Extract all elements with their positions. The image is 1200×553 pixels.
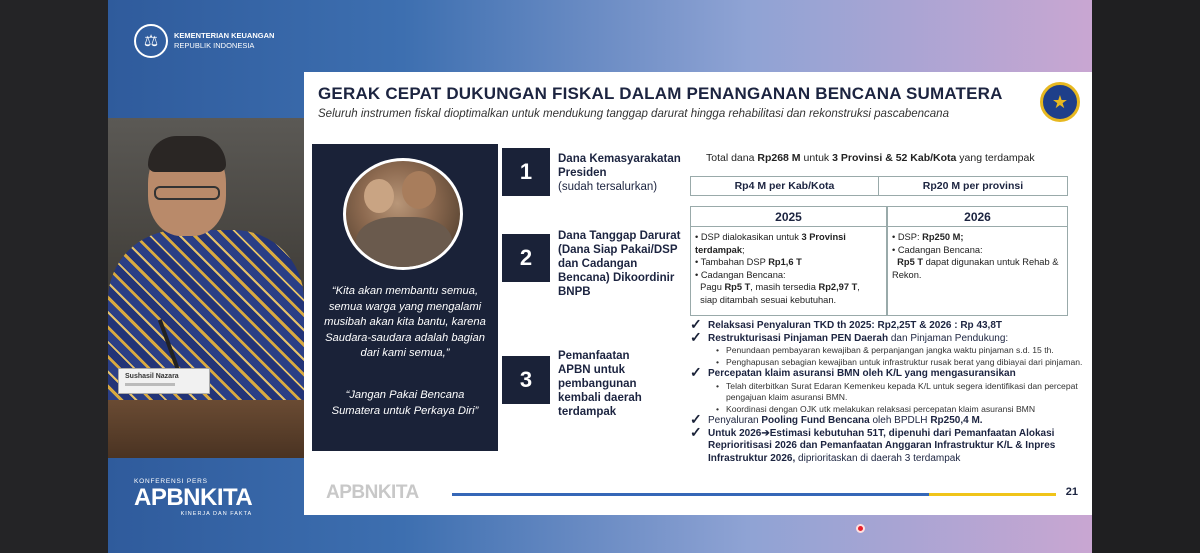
presentation-slide [304,72,1092,515]
check-5a: Untuk 2026 [708,427,762,439]
y25-l4c: , masih tersedia [750,282,819,293]
total-prefix: Total dana [706,152,758,164]
check-3-text: Percepatan klaim asuransi BMN oleh K/L yang mengasuransikan [708,368,1016,380]
y26-l1a: DSP: [897,232,923,242]
year-2025-body: • DSP dialokasikan untuk 3 Provinsi terdampak; • Tambahan DSP Rp1,6 T • Cadangan Bencana: Pagu Rp5 T, masih tersedia Rp2,97 T, siap ditambah sesuai kebutuhan. [695,232,860,305]
event-tagline: KINERJA DAN FAKTA [180,511,253,517]
check-item-5 [690,423,1090,466]
y26-l3b: dapat digunakan untuk Rehab & Rekon. [892,257,1059,280]
check-5c: diprioritaskan di daerah 3 terdampak [795,453,961,465]
y25-l1c: ; [742,244,745,255]
kemenkeu-text [174,31,274,51]
check-5b: Estimasi kebutuhan 51T, dipenuhi dari Pemanfaatan Alokasi Reprioritisasi 2026 dan Pemanfaatan Anggaran Infrastruktur K/L & Inpres Infrastruktur 2026, [708,427,1056,465]
checkmark-icon: ✓ [690,411,702,428]
check-1-text: Relaksasi Penyaluran TKD th 2025: Rp2,25T & 2026 : Rp 43,8T [708,320,1003,331]
slide-page-number: 21 [1065,486,1078,498]
total-suffix: yang terdampak [956,152,1035,164]
rate-kab: Rp4 M per Kab/Kota [691,177,879,196]
slide-title: GERAK CEPAT DUKUNGAN FISKAL DALAM PENANGANAN BENCANA SUMATERA [318,84,1003,103]
rate-table [690,176,1068,196]
nameplate-subline [125,383,175,386]
quote-main: “Kita akan membantu semua, semua warga yang mengalami musibah akan kita bantu, karena Saudara-saudara adalah bagian dari kami semua,” [324,285,486,360]
check-2-bold: Restrukturisasi Pinjaman PEN Daerah [708,332,889,344]
y25-l4e: , [857,282,860,293]
y25-l1a: DSP dialokasikan untuk [700,232,802,242]
org-country: REPUBLIK INDONESIA [174,41,255,50]
total-scope: 3 Provinsi & 52 Kab/Kota [832,152,957,164]
y25-l4d: Rp2,97 T [818,282,858,293]
rate-prov: Rp20 M per provinsi [878,177,1067,196]
event-logo [134,478,252,517]
checkmark-icon: ✓ [690,364,702,381]
check-3-sub-1: • Telah diterbitkan Surat Edaran Kemenkeu kepada K/L untuk segera identifikasi dan percepat pengajuan klaim asuransi BMN. [690,381,1090,404]
checkmark-icon: ✓ [690,328,702,345]
check-item-2 [690,328,1090,346]
year-2025-heading: 2025 [691,207,886,227]
kemenkeu-emblem-icon: ⚖ [134,24,168,58]
y25-l1b: 3 Provinsi terdampak [695,232,846,255]
item-1-title: Dana Kemasyarakatan Presiden [558,153,681,179]
check-item-3 [690,364,1090,381]
year-2026-body: • DSP: Rp250 M; • Cadangan Bencana: Rp5 T dapat digunakan untuk Rehab & Rekon. [892,232,1059,280]
speaker-desk [108,400,304,458]
total-amount: Rp268 M [757,152,801,164]
item-label-1 [558,152,688,194]
year-2025-box [690,206,887,316]
kemenkeu-crest-icon: ★ [1040,82,1080,122]
frame-left [0,0,108,553]
check-2-sub-2: • Penghapusan sebagian kewajiban untuk infrastruktur rusak berat yang dibiayai dari pinjaman. [690,357,1090,369]
event-label: KONFERENSI PERS [134,478,208,485]
speaker-video [108,118,304,458]
item-number-3: 3 [502,356,550,404]
nameplate [118,368,210,394]
check-2-sub-1: • Penundaan pembayaran kewajiban & perpanjangan jangka waktu pinjaman s.d. 15 th. [690,345,1090,357]
y26-l1b: Rp250 M; [922,232,964,242]
check-4c: oleh BPDLH [869,415,931,427]
item-label-3: Pemanfaatan APBN untuk pembangunan kembali daerah terdampak [558,350,642,418]
speaker-glasses [154,186,220,200]
checkmark-icon: ✓ [690,316,702,332]
year-2026-box [887,206,1068,316]
item-1-sub: (sudah tersalurkan) [558,181,658,193]
checkmark-icon: ✓ [690,423,702,440]
org-name: KEMENTERIAN KEUANGAN [174,31,275,40]
policy-checklist [690,316,1090,466]
check-2-text: dan Pinjaman Pendukung: [888,332,1009,344]
footer-bar [452,493,1056,496]
y25-l4a: Pagu [700,282,725,293]
speaker-hair [148,136,226,172]
quote-secondary: “Jangan Pakai Bencana Sumatera untuk Perkaya Diri” [331,389,479,417]
frame-right [1092,0,1200,553]
quote-panel [312,144,498,451]
president-photo [343,158,463,270]
arrow-right-icon: ➔ [761,427,770,439]
check-item-4 [690,411,1090,428]
check-4a: Penyaluran [708,415,762,427]
nameplate-name: Sushasil Nazara [125,373,179,380]
slide-footer-brand: APBNKITA [326,482,419,503]
check-item-1 [690,316,1090,333]
y25-l3: Cadangan Bencana: [700,269,786,280]
item-number-2: 2 [502,234,550,282]
event-brand: APBNKITA [134,484,253,511]
y26-l2: Cadangan Bencana: [897,244,983,255]
check-4b: Pooling Fund Bencana [761,415,870,427]
kemenkeu-logo [134,24,274,58]
slide-subtitle: Seluruh instrumen fiskal dioptimalkan untuk mendukung tanggap darurat hingga rehabilitasi dan rekonstruksi pascabencana [318,108,949,120]
item-number-1: 1 [502,148,550,196]
check-3-sub-2: • Koordinasi dengan OJK utk melakukan relaksasi percepatan klaim asuransi BMN [690,404,1090,416]
check-4d: Rp250,4 M. [930,415,983,427]
year-2026-heading: 2026 [888,207,1067,227]
y25-l2a: Tambahan DSP [700,257,769,268]
total-fund-line [706,152,1035,164]
y25-l4b: Rp5 T [724,282,751,293]
y25-l5: siap ditambah sesuai kebutuhan. [700,294,837,305]
y26-l3a: Rp5 T [897,257,923,268]
pointer-dot-icon [856,524,865,533]
total-mid: untuk [800,152,833,164]
y25-l2b: Rp1,6 T [768,257,802,268]
item-label-2: Dana Tanggap Darurat (Dana Siap Pakai/DSP dan Cadangan Bencana) Dikoordinir BNPB [558,230,681,298]
broadcast-view [108,0,1092,553]
